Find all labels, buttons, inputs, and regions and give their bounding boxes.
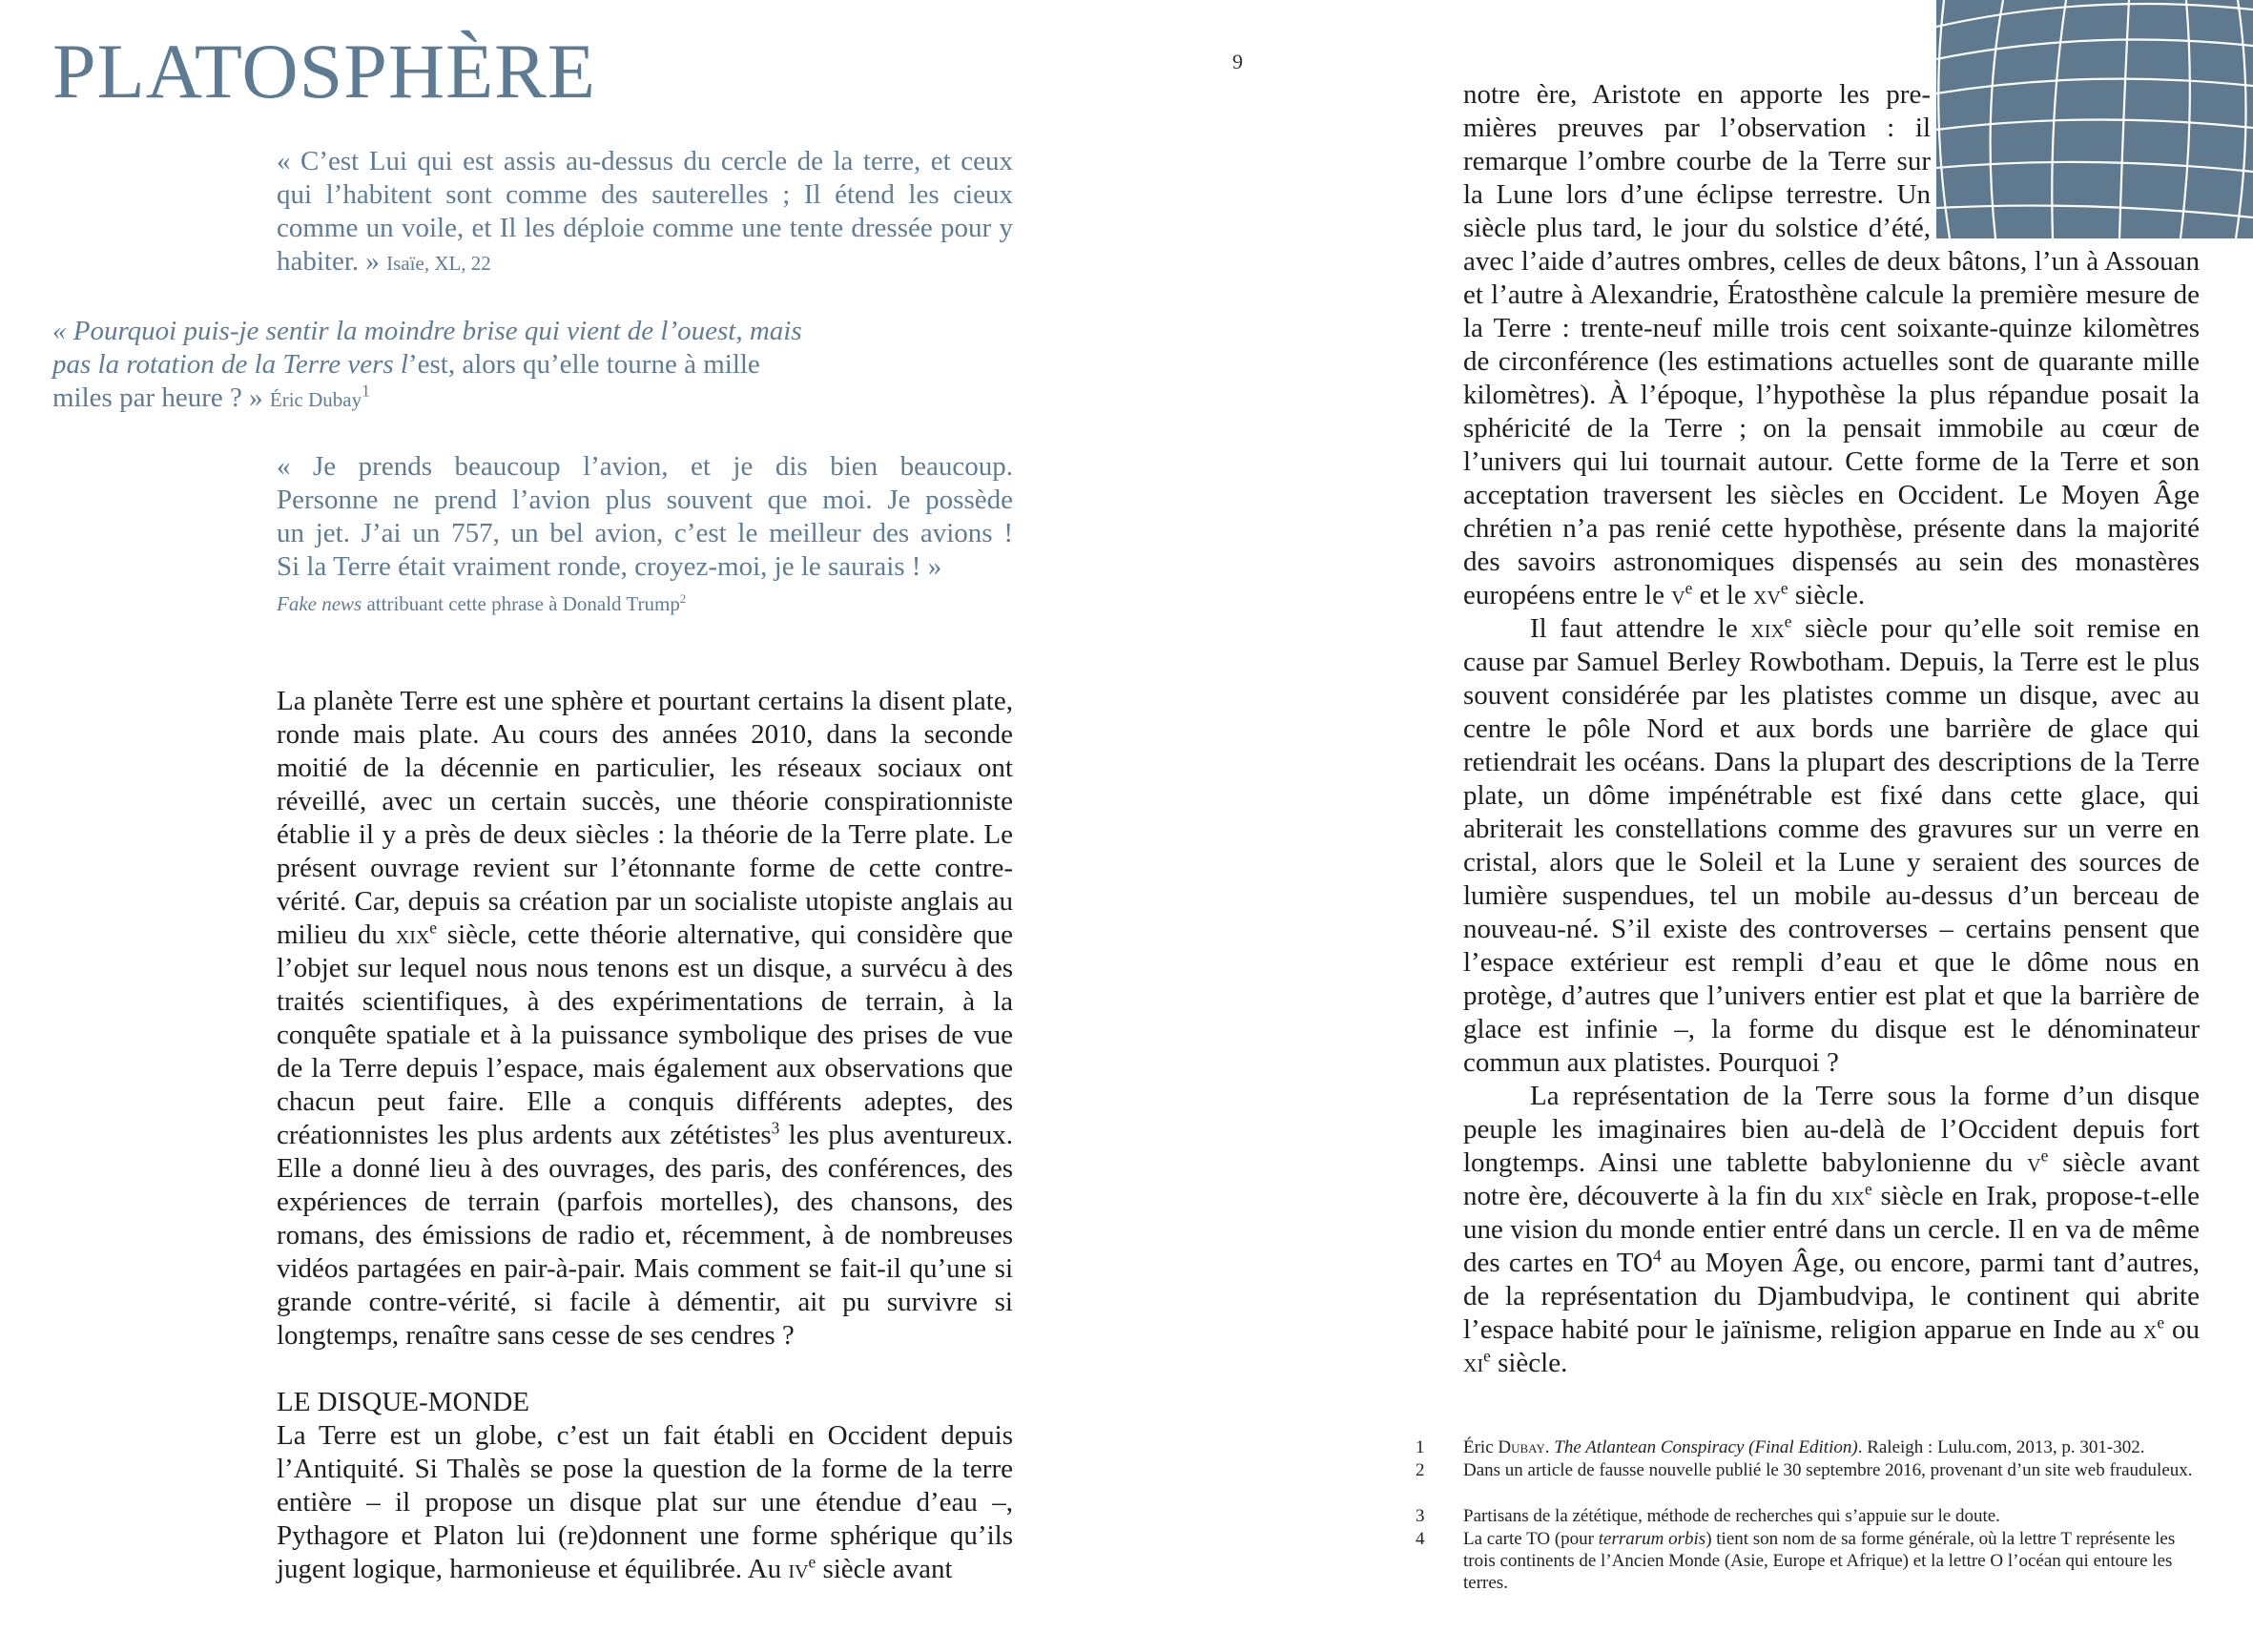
left-column: [277, 685, 1013, 1586]
page-title: PLATOSPHÈRE: [52, 28, 596, 114]
text-run: .: [1544, 1437, 1555, 1457]
text-run: La carte TO (pour: [1463, 1529, 1599, 1549]
author-name: Dubay: [1498, 1437, 1545, 1457]
epigraph-isaiah-text: « C’est Lui qui est assis au-dessus du cercle de la terre, et ceux qui l’habitent sont comme des sauterelles ; Il étend les cieux comme un voile, et Il les déploie comme une tente dressée pour y habiter. »: [277, 146, 1013, 277]
epigraph-dubay-source: Éric Dubay: [269, 388, 362, 411]
epigraph-trump: [277, 450, 1013, 621]
text-run: notre ère, Aristote en apporte les premières preuves par l’observation : il remarque l’ombre courbe de la Terre sur la Lune lors d’une éclipse terrestre. Un siècle plus tard, le jour du solstice d’été, avec l’aide d’autres ombres, celles de deux bâtons, l’un à Assouan et l’autre à Alexandrie, Ératosthène calcule la première mesure de la Terre : trente-neuf mille trois cent soixante-quinze kilomètres de circonférence (les estimations actuelles sont de quarante mille kilomètres). À l’époque, l’hypothèse la plus répandue posait la sphéricité de la Terre ; on la pensait immobile au cœur de l’univers qui lui tournait autour. Cette forme de la Terre et son acceptation traversent les siècles en Occident. Le Moyen Âge chrétien n’a pas renié cette hypothèse, présente dans la majorité des savoirs astronomiques dispensés au sein des monastères européens entre le: [1463, 79, 2200, 610]
book-title: The Atlantean Conspiracy (Final Edition): [1554, 1437, 1858, 1457]
text-run: au Moyen Âge, ou encore, parmi tant d’autres, de la représentation du Djambudvipa, le continent qui abrite l’espace habité pour le jaïnisme, religion apparue en Inde au: [1463, 1248, 2200, 1345]
text-run: les plus aventureux. Elle a donné lieu à des ouvrages, des paris, des conférences, des expériences de terrain (parfois mortelles), des chansons, des romans, des émissions de radio et, récemment, à de nombreuses vidéos partagées en pair-à-pair. Mais comment se fait-il qu’une si grande contre-vérité, si facile à démentir, ait pu survivre si longtemps, renaître sans cesse de ses cendres ?: [277, 1120, 1013, 1351]
right-column: [1463, 78, 2200, 1380]
century-suffix: e: [429, 918, 438, 938]
century-numeral: xix: [1830, 1181, 1866, 1211]
footnote-number: 3: [1416, 1506, 1425, 1526]
century-suffix: e: [1784, 611, 1792, 631]
epigraph-trump-line: Si la Terre était vraiment ronde, croyez-moi, je le saurais ! »: [277, 551, 942, 582]
footnote-number: 4: [1416, 1529, 1425, 1549]
fake-news-label: Fake news: [277, 592, 362, 615]
epigraph-isaiah-source: Isaïe, XL, 22: [386, 252, 491, 275]
footnote-text: Partisans de la zététique, méthode de recherches qui s’appuie sur le doute.: [1463, 1506, 2000, 1526]
text-run: siècle.: [1490, 1348, 1568, 1378]
epigraph-trump-line: « Je prends beaucoup l’avion, et je dis bien beaucoup.: [277, 451, 1013, 482]
text-run: La représentation de la Terre sous la forme d’un disque peuple les imaginaires bien au-delà de l’Occident depuis fort longtemps. Ainsi une tablette babylonienne du: [1463, 1081, 2200, 1178]
footnote-text: [1463, 1436, 2200, 1458]
footnote-ref-2: 2: [679, 592, 687, 606]
century-suffix: e: [808, 1552, 816, 1572]
epigraph-trump-source: [277, 588, 1013, 621]
century-numeral: xi: [1463, 1348, 1484, 1378]
latin-term: terrarum orbis: [1598, 1529, 1706, 1549]
epigraph-dubay-text-tail: ’est, alors qu’elle tourne à mille miles par heure ? »: [52, 349, 760, 413]
text-run: La Terre est un globe, c’est un fait établi en Occident depuis l’Antiquité. Si Thalès se pose la question de la forme de la terre entière – il propose un disque plat sur une étendue d’eau –, Pythagore et Platon lui (re)donnent une forme sphérique qu’ils jugent logique, harmonieuse et équilibrée. Au: [277, 1420, 1013, 1584]
disk-representation-paragraph: [1463, 1080, 2200, 1380]
century-numeral: xv: [1753, 580, 1781, 610]
text-run: et le: [1692, 580, 1753, 610]
section-heading: LE DISQUE-MONDE: [277, 1387, 529, 1417]
century-numeral: x: [2142, 1314, 2158, 1345]
century-suffix: e: [1483, 1346, 1491, 1366]
footnote-item: [1416, 1505, 2200, 1527]
text-run: siècle pour qu’elle soit remise en cause par Samuel Berley Rowbotham. Depuis, la Terre est le plus souvent considérée par les platistes comme un disque, avec au centre le pôle Nord et aux bords une barrière de glace qui retiendrait les océans. Dans la plupart des descriptions de la Terre plate, un dôme impénétrable est fixé dans cette glace, qui abriterait les constellations comme des gravures sur un verre en cristal, alors que le Soleil et la Lune y seraient des sources de lumière suspendues, tel un mobile au-dessus d’un berceau de nouveau-né. S’il existe des controverses – certains pensent que l’espace extérieur est rempli d’eau et que le dôme nous en protège, d’autres que l’univers entier est plat et que la barrière de glace est infinie –, la forme du disque est le dénominateur commun aux platistes. Pourquoi ?: [1463, 613, 2200, 1078]
text-run: siècle en Irak, propose-t-elle une vision du monde entier entré dans un cercle. Il en va de même des cartes en TO: [1463, 1181, 2201, 1278]
footnote-text: [1463, 1528, 2200, 1594]
footnote-ref-3: 3: [771, 1118, 780, 1138]
text-run: siècle, cette théorie alternative, qui considère que l’objet sur lequel nous nous tenons est un disque, a survécu à des traités scientifiques, à des expérimentations de terrain, à la conquête spatiale et à la puissance symbolique des prises de vue de la Terre depuis l’espace, mais également aux observations que chacun peut faire. Elle a conquis différents adeptes, des créationnistes les plus ardents aux zététistes: [277, 919, 1013, 1150]
text-run: ) tient son nom de sa forme générale, où la lettre T représente les trois continents de l’Ancien Monde (Asie, Europe et Afrique) et la lettre O l’océan qui entoure les terres.: [1463, 1529, 2176, 1593]
epigraph-trump-source-text: attribuant cette phrase à Donald Trump: [362, 592, 680, 615]
century-numeral: xix: [395, 919, 430, 950]
century-suffix: e: [1780, 578, 1788, 598]
epigraph-isaiah: [277, 145, 1013, 280]
century-suffix: e: [2040, 1146, 2049, 1166]
text-run: siècle.: [1788, 580, 1866, 610]
epigraph-dubay: [52, 315, 806, 417]
text-run: siècle avant: [816, 1554, 953, 1584]
text-run: ou: [2164, 1314, 2200, 1345]
footnote-text: Dans un article de fausse nouvelle publié le 30 septembre 2016, provenant d’un site web frauduleux.: [1463, 1460, 2193, 1480]
intro-paragraph: [277, 685, 1013, 1353]
footnote-number: 1: [1416, 1437, 1425, 1457]
disque-monde-paragraph: [277, 1419, 1013, 1586]
epigraph-trump-line: un jet. J’ai un 757, un bel avion, c’est le meilleur des avions !: [277, 518, 1013, 548]
rowbotham-paragraph: [1463, 612, 2200, 1080]
text-run: siècle avant notre ère, découverte à la fin du: [1463, 1147, 2200, 1211]
footnote-item: [1416, 1528, 2200, 1594]
epigraph-dubay-text: « Pourquoi puis-je sentir la moindre brise qui vient de l’ouest, mais pas la rotation de la Terre vers l: [52, 316, 802, 380]
century-numeral: v: [1671, 580, 1685, 610]
century-numeral: iv: [788, 1554, 809, 1584]
footnote-number: 2: [1416, 1460, 1425, 1480]
globe-text-wrap: [1931, 78, 2200, 238]
footnote-item: [1416, 1436, 2200, 1458]
century-suffix: e: [2157, 1312, 2165, 1332]
century-suffix: e: [1685, 578, 1693, 598]
text-run: Éric: [1463, 1437, 1499, 1457]
century-numeral: xix: [1750, 613, 1785, 644]
footnote-item: [1416, 1459, 2200, 1481]
century-suffix: e: [1865, 1179, 1872, 1199]
text-run: . Raleigh : Lulu.com, 2013, p. 301-302.: [1857, 1437, 2145, 1457]
text-run: Il faut attendre le: [1530, 613, 1751, 644]
footnote-ref-1: 1: [362, 381, 370, 401]
footnote-ref-4: 4: [1652, 1246, 1662, 1266]
page-number: 9: [1232, 50, 1243, 73]
century-numeral: v: [2027, 1147, 2041, 1178]
text-run: La planète Terre est une sphère et pourtant certains la disent plate, ronde mais plate. Au cours des années 2010, dans la seconde moitié de la décennie en particulier, les réseaux sociaux ont réveillé, avec un certain succès, une théorie conspirationniste établie il y a près de deux siècles : la théorie de la Terre plate. Le présent ouvrage revient sur l’étonnante forme de cette contre-vérité. Car, depuis sa création par un socialiste utopiste anglais au milieu du: [277, 686, 1013, 950]
epigraph-trump-line: Personne ne prend l’avion plus souvent que moi. Je possède: [277, 485, 1013, 515]
